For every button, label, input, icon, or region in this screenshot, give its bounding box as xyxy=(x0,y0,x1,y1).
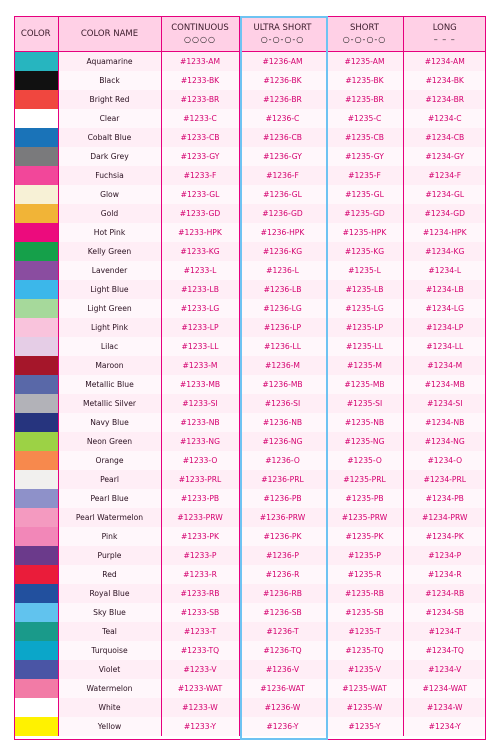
ultra-short-code: #1236-W xyxy=(239,698,326,717)
color-swatch xyxy=(14,413,58,432)
table-row xyxy=(14,717,486,736)
color-name: Orange xyxy=(58,451,161,470)
long-code: #1234-NG xyxy=(403,432,486,451)
table-row xyxy=(14,432,486,451)
continuous-code: #1233-PK xyxy=(161,527,239,546)
short-code: #1235-R xyxy=(326,565,403,584)
ultra-short-code: #1236-R xyxy=(239,565,326,584)
continuous-code: #1233-O xyxy=(161,451,239,470)
ultra-short-code: #1236-GY xyxy=(239,147,326,166)
short-code: #1235-P xyxy=(326,546,403,565)
ultra-short-code: #1236-M xyxy=(239,356,326,375)
short-code: #1235-PRW xyxy=(326,508,403,527)
table-body xyxy=(14,52,486,737)
long-code: #1234-R xyxy=(403,565,486,584)
color-name: Hot Pink xyxy=(58,223,161,242)
long-code: #1234-LL xyxy=(403,337,486,356)
table-row xyxy=(14,261,486,280)
color-swatch xyxy=(14,147,58,166)
ultra-short-code: #1236-P xyxy=(239,546,326,565)
table-row xyxy=(14,109,486,128)
color-swatch xyxy=(14,299,58,318)
table-row xyxy=(14,679,486,698)
short-code: #1235-C xyxy=(326,109,403,128)
color-name: Clear xyxy=(58,109,161,128)
long-code: #1234-M xyxy=(403,356,486,375)
continuous-code: #1233-PB xyxy=(161,489,239,508)
ultra-short-code: #1236-C xyxy=(239,109,326,128)
continuous-code: #1233-M xyxy=(161,356,239,375)
table-row xyxy=(14,204,486,223)
continuous-code: #1233-AM xyxy=(161,52,239,72)
long-code: #1234-O xyxy=(403,451,486,470)
header-continuous-label: CONTINUOUS xyxy=(171,23,229,33)
continuous-code: #1233-RB xyxy=(161,584,239,603)
ultra-short-code: #1236-GL xyxy=(239,185,326,204)
short-code: #1235-LG xyxy=(326,299,403,318)
short-code: #1235-GY xyxy=(326,147,403,166)
color-swatch xyxy=(14,508,58,527)
ultra-short-code: #1236-LG xyxy=(239,299,326,318)
ultra-short-code: #1236-KG xyxy=(239,242,326,261)
short-code: #1235-Y xyxy=(326,717,403,736)
short-code: #1235-LB xyxy=(326,280,403,299)
header-ultra-short-label: ULTRA SHORT xyxy=(253,23,312,33)
color-name: Purple xyxy=(58,546,161,565)
color-name: Bright Red xyxy=(58,90,161,109)
color-name: Pearl Blue xyxy=(58,489,161,508)
color-name: Pearl xyxy=(58,470,161,489)
short-pattern-icon: ○-○-○-○ xyxy=(342,35,387,44)
continuous-code: #1233-KG xyxy=(161,242,239,261)
color-swatch xyxy=(14,565,58,584)
color-name: Navy Blue xyxy=(58,413,161,432)
ultra-short-code: #1236-WAT xyxy=(239,679,326,698)
color-name: Sky Blue xyxy=(58,603,161,622)
color-swatch xyxy=(14,337,58,356)
color-swatch xyxy=(14,204,58,223)
short-code: #1235-SB xyxy=(326,603,403,622)
long-code: #1234-PB xyxy=(403,489,486,508)
ultra-short-pattern-icon: ○-○-○-○ xyxy=(260,35,305,44)
table-row xyxy=(14,527,486,546)
ultra-short-code: #1236-L xyxy=(239,261,326,280)
short-code: #1235-NG xyxy=(326,432,403,451)
ultra-short-code: #1236-RB xyxy=(239,584,326,603)
long-code: #1234-SI xyxy=(403,394,486,413)
header-row xyxy=(14,16,486,52)
table-row xyxy=(14,90,486,109)
color-name: Neon Green xyxy=(58,432,161,451)
color-name: Lilac xyxy=(58,337,161,356)
continuous-pattern-icon: ○○○○ xyxy=(184,35,216,44)
color-name: White xyxy=(58,698,161,717)
long-code: #1234-GY xyxy=(403,147,486,166)
long-code: #1234-AM xyxy=(403,52,486,72)
continuous-code: #1233-Y xyxy=(161,717,239,736)
continuous-code: #1233-W xyxy=(161,698,239,717)
header-long-label: LONG xyxy=(432,23,457,33)
color-swatch xyxy=(14,679,58,698)
header-color xyxy=(14,16,58,52)
table-row xyxy=(14,470,486,489)
short-code: #1235-PB xyxy=(326,489,403,508)
long-code: #1234-BK xyxy=(403,71,486,90)
table-row xyxy=(14,451,486,470)
long-code: #1234-KG xyxy=(403,242,486,261)
table-row xyxy=(14,223,486,242)
table-row xyxy=(14,603,486,622)
ultra-short-code: #1236-GD xyxy=(239,204,326,223)
long-code: #1234-W xyxy=(403,698,486,717)
table-row xyxy=(14,698,486,717)
color-name: Pearl Watermelon xyxy=(58,508,161,527)
long-code: #1234-HPK xyxy=(403,223,486,242)
color-swatch xyxy=(14,660,58,679)
table-row xyxy=(14,546,486,565)
ultra-short-code: #1236-F xyxy=(239,166,326,185)
ultra-short-code: #1236-LB xyxy=(239,280,326,299)
short-code: #1235-AM xyxy=(326,52,403,72)
color-name: Red xyxy=(58,565,161,584)
continuous-code: #1233-C xyxy=(161,109,239,128)
continuous-code: #1233-GD xyxy=(161,204,239,223)
continuous-code: #1233-P xyxy=(161,546,239,565)
table-row xyxy=(14,375,486,394)
ultra-short-code: #1236-CB xyxy=(239,128,326,147)
color-swatch xyxy=(14,394,58,413)
short-code: #1235-PK xyxy=(326,527,403,546)
continuous-code: #1233-MB xyxy=(161,375,239,394)
color-swatch xyxy=(14,90,58,109)
continuous-code: #1233-BR xyxy=(161,90,239,109)
color-swatch xyxy=(14,280,58,299)
long-code: #1234-GD xyxy=(403,204,486,223)
long-code: #1234-T xyxy=(403,622,486,641)
continuous-code: #1233-GY xyxy=(161,147,239,166)
table-row xyxy=(14,394,486,413)
continuous-code: #1233-BK xyxy=(161,71,239,90)
short-code: #1235-LP xyxy=(326,318,403,337)
long-code: #1234-TQ xyxy=(403,641,486,660)
short-code: #1235-BK xyxy=(326,71,403,90)
color-name: Turquoise xyxy=(58,641,161,660)
continuous-code: #1233-TQ xyxy=(161,641,239,660)
short-code: #1235-MB xyxy=(326,375,403,394)
color-swatch xyxy=(14,375,58,394)
color-swatch xyxy=(14,109,58,128)
color-name: Watermelon xyxy=(58,679,161,698)
table-row xyxy=(14,280,486,299)
color-name: Teal xyxy=(58,622,161,641)
continuous-code: #1233-V xyxy=(161,660,239,679)
long-code: #1234-SB xyxy=(403,603,486,622)
ultra-short-code: #1236-PRW xyxy=(239,508,326,527)
long-code: #1234-LB xyxy=(403,280,486,299)
long-code: #1234-MB xyxy=(403,375,486,394)
continuous-code: #1233-PRW xyxy=(161,508,239,527)
ultra-short-code: #1236-BK xyxy=(239,71,326,90)
table-row xyxy=(14,660,486,679)
table-row xyxy=(14,318,486,337)
continuous-code: #1233-SB xyxy=(161,603,239,622)
long-pattern-icon: – – – xyxy=(433,35,456,44)
ultra-short-code: #1236-LP xyxy=(239,318,326,337)
short-code: #1235-SI xyxy=(326,394,403,413)
continuous-code: #1233-PRL xyxy=(161,470,239,489)
color-swatch xyxy=(14,451,58,470)
continuous-code: #1233-HPK xyxy=(161,223,239,242)
short-code: #1235-HPK xyxy=(326,223,403,242)
continuous-code: #1233-LL xyxy=(161,337,239,356)
short-code: #1235-LL xyxy=(326,337,403,356)
table-row xyxy=(14,242,486,261)
ultra-short-code: #1236-HPK xyxy=(239,223,326,242)
table-row xyxy=(14,508,486,527)
color-name: Glow xyxy=(58,185,161,204)
ultra-short-code: #1236-LL xyxy=(239,337,326,356)
color-chart xyxy=(14,16,486,740)
color-name: Light Green xyxy=(58,299,161,318)
color-swatch xyxy=(14,261,58,280)
color-swatch xyxy=(14,527,58,546)
color-name: Metallic Blue xyxy=(58,375,161,394)
table-row xyxy=(14,185,486,204)
long-code: #1234-LG xyxy=(403,299,486,318)
long-code: #1234-Y xyxy=(403,717,486,736)
short-code: #1235-TQ xyxy=(326,641,403,660)
ultra-short-code: #1236-PB xyxy=(239,489,326,508)
table-row xyxy=(14,147,486,166)
color-swatch xyxy=(14,698,58,717)
color-swatch xyxy=(14,128,58,147)
short-code: #1235-M xyxy=(326,356,403,375)
ultra-short-code: #1236-SB xyxy=(239,603,326,622)
continuous-code: #1233-NB xyxy=(161,413,239,432)
table-row xyxy=(14,413,486,432)
color-swatch xyxy=(14,356,58,375)
header-long xyxy=(403,16,486,52)
color-name: Black xyxy=(58,71,161,90)
long-code: #1234-NB xyxy=(403,413,486,432)
table-row xyxy=(14,489,486,508)
long-code: #1234-P xyxy=(403,546,486,565)
color-name: Light Blue xyxy=(58,280,161,299)
color-swatch xyxy=(14,489,58,508)
short-code: #1235-F xyxy=(326,166,403,185)
short-code: #1235-NB xyxy=(326,413,403,432)
header-short xyxy=(326,16,403,52)
header-color-name-label: COLOR NAME xyxy=(80,28,139,39)
color-swatch xyxy=(14,546,58,565)
long-code: #1234-PRW xyxy=(403,508,486,527)
short-code: #1235-WAT xyxy=(326,679,403,698)
continuous-code: #1233-SI xyxy=(161,394,239,413)
color-name: Yellow xyxy=(58,717,161,736)
color-swatch xyxy=(14,584,58,603)
color-name: Fuchsia xyxy=(58,166,161,185)
color-name: Violet xyxy=(58,660,161,679)
long-code: #1234-F xyxy=(403,166,486,185)
color-swatch xyxy=(14,603,58,622)
color-swatch xyxy=(14,185,58,204)
color-name: Gold xyxy=(58,204,161,223)
continuous-code: #1233-LG xyxy=(161,299,239,318)
continuous-code: #1233-LP xyxy=(161,318,239,337)
table-row xyxy=(14,622,486,641)
color-swatch xyxy=(14,318,58,337)
color-swatch xyxy=(14,622,58,641)
ultra-short-code: #1236-BR xyxy=(239,90,326,109)
long-code: #1234-RB xyxy=(403,584,486,603)
ultra-short-code: #1236-TQ xyxy=(239,641,326,660)
color-name: Kelly Green xyxy=(58,242,161,261)
ultra-short-code: #1236-Y xyxy=(239,717,326,736)
header-short-label: SHORT xyxy=(350,23,379,33)
color-name: Royal Blue xyxy=(58,584,161,603)
continuous-code: #1233-NG xyxy=(161,432,239,451)
continuous-code: #1233-R xyxy=(161,565,239,584)
short-code: #1235-GD xyxy=(326,204,403,223)
color-swatch xyxy=(14,242,58,261)
long-code: #1234-BR xyxy=(403,90,486,109)
table-row xyxy=(14,584,486,603)
ultra-short-code: #1236-O xyxy=(239,451,326,470)
continuous-code: #1233-GL xyxy=(161,185,239,204)
long-code: #1234-WAT xyxy=(403,679,486,698)
short-code: #1235-L xyxy=(326,261,403,280)
table-row xyxy=(14,356,486,375)
color-swatch xyxy=(14,470,58,489)
color-name: Pink xyxy=(58,527,161,546)
ultra-short-code: #1236-PK xyxy=(239,527,326,546)
table-row xyxy=(14,337,486,356)
short-code: #1235-GL xyxy=(326,185,403,204)
long-code: #1234-C xyxy=(403,109,486,128)
color-swatch xyxy=(14,166,58,185)
color-name: Aquamarine xyxy=(58,52,161,72)
long-code: #1234-PK xyxy=(403,527,486,546)
continuous-code: #1233-T xyxy=(161,622,239,641)
short-code: #1235-O xyxy=(326,451,403,470)
table-row xyxy=(14,166,486,185)
header-color-name xyxy=(58,16,161,52)
color-swatch xyxy=(14,717,58,736)
continuous-code: #1233-L xyxy=(161,261,239,280)
short-code: #1235-BR xyxy=(326,90,403,109)
ultra-short-code: #1236-T xyxy=(239,622,326,641)
color-name: Metallic Silver xyxy=(58,394,161,413)
short-code: #1235-V xyxy=(326,660,403,679)
ultra-short-code: #1236-V xyxy=(239,660,326,679)
continuous-code: #1233-WAT xyxy=(161,679,239,698)
continuous-code: #1233-F xyxy=(161,166,239,185)
color-swatch xyxy=(14,223,58,242)
short-code: #1235-CB xyxy=(326,128,403,147)
table-row xyxy=(14,299,486,318)
color-table xyxy=(14,16,486,736)
color-swatch xyxy=(14,52,58,72)
continuous-code: #1233-CB xyxy=(161,128,239,147)
color-name: Lavender xyxy=(58,261,161,280)
short-code: #1235-PRL xyxy=(326,470,403,489)
long-code: #1234-L xyxy=(403,261,486,280)
long-code: #1234-GL xyxy=(403,185,486,204)
table-row xyxy=(14,71,486,90)
color-name: Cobalt Blue xyxy=(58,128,161,147)
long-code: #1234-LP xyxy=(403,318,486,337)
ultra-short-code: #1236-SI xyxy=(239,394,326,413)
ultra-short-code: #1236-NB xyxy=(239,413,326,432)
short-code: #1235-RB xyxy=(326,584,403,603)
table-row xyxy=(14,52,486,72)
color-name: Dark Grey xyxy=(58,147,161,166)
color-name: Maroon xyxy=(58,356,161,375)
continuous-code: #1233-LB xyxy=(161,280,239,299)
short-code: #1235-W xyxy=(326,698,403,717)
long-code: #1234-CB xyxy=(403,128,486,147)
table-row xyxy=(14,565,486,584)
table-row xyxy=(14,128,486,147)
ultra-short-code: #1236-MB xyxy=(239,375,326,394)
ultra-short-code: #1236-NG xyxy=(239,432,326,451)
long-code: #1234-V xyxy=(403,660,486,679)
color-swatch xyxy=(14,71,58,90)
ultra-short-code: #1236-AM xyxy=(239,52,326,72)
color-swatch xyxy=(14,432,58,451)
color-name: Light Pink xyxy=(58,318,161,337)
color-swatch xyxy=(14,641,58,660)
header-color-label: COLOR xyxy=(20,28,51,39)
short-code: #1235-KG xyxy=(326,242,403,261)
header-ultra-short xyxy=(239,16,326,52)
header-continuous xyxy=(161,16,239,52)
short-code: #1235-T xyxy=(326,622,403,641)
ultra-short-code: #1236-PRL xyxy=(239,470,326,489)
long-code: #1234-PRL xyxy=(403,470,486,489)
table-row xyxy=(14,641,486,660)
